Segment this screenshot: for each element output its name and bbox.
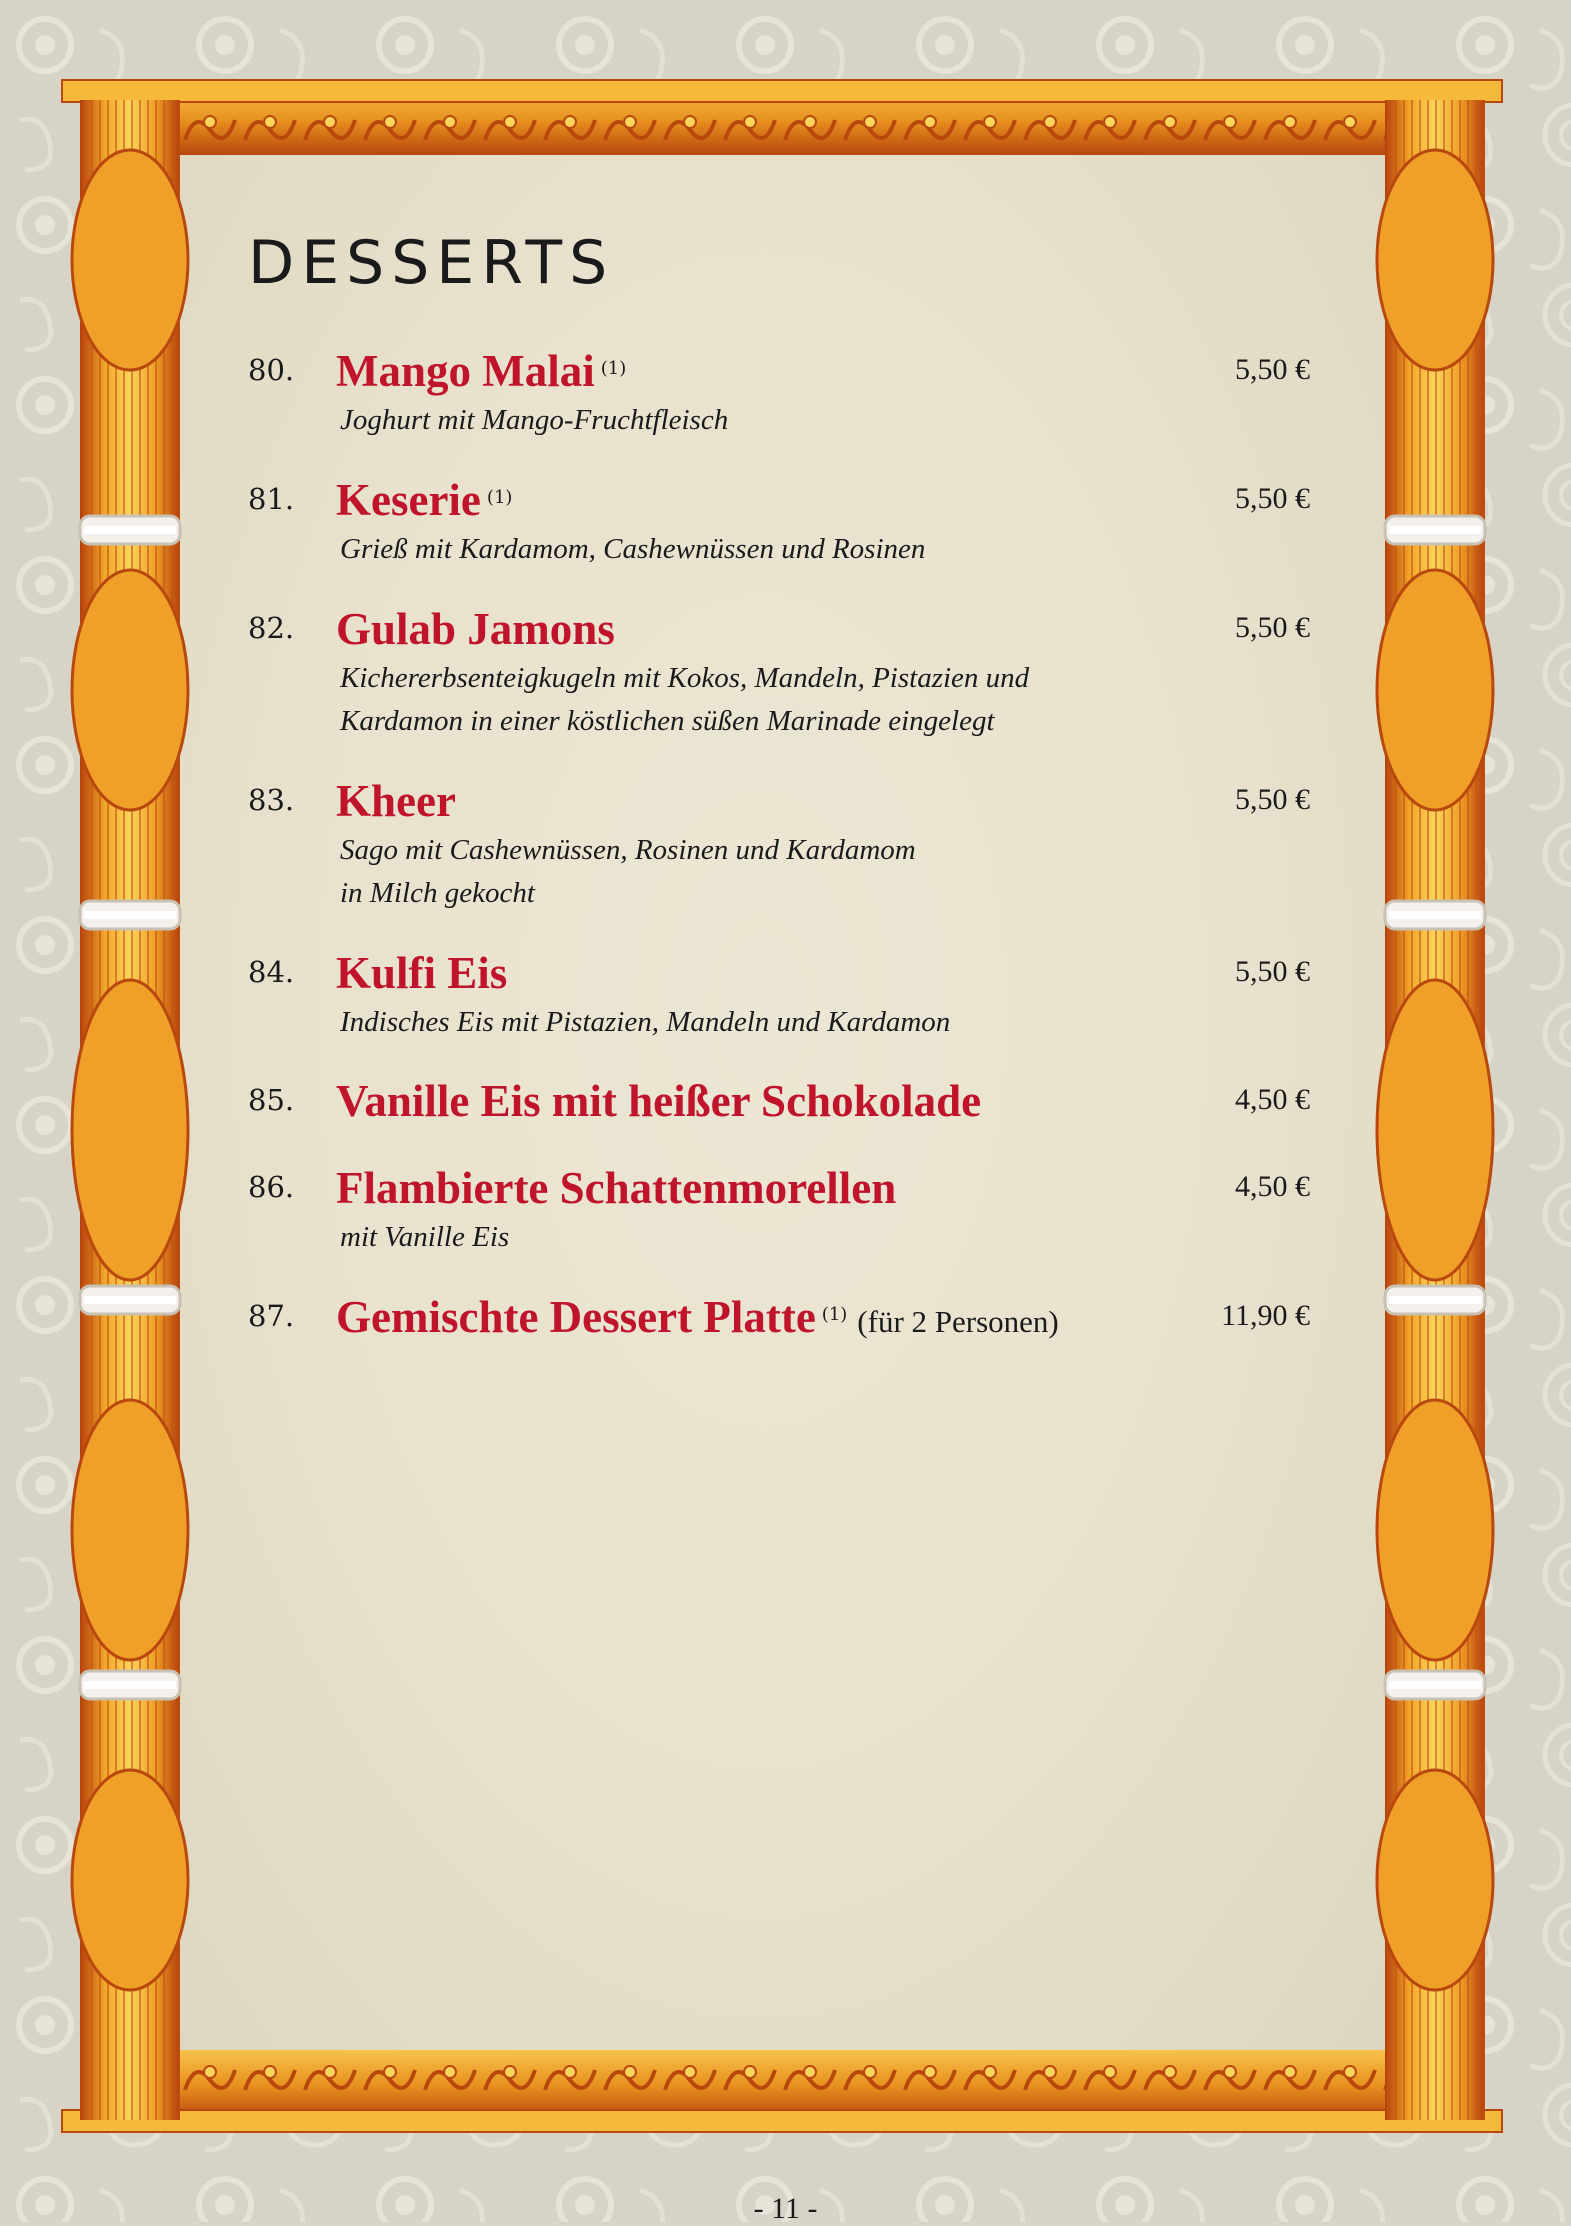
item-description: Grieß mit Kardamom, Cashewnüssen und Rosinen — [340, 533, 926, 565]
item-price: 4,50 € — [1235, 1170, 1310, 1203]
page-title: DESSERTS — [248, 228, 615, 298]
page-number: - 11 - — [753, 2192, 818, 2225]
item-number: 83. — [248, 783, 295, 817]
item-number: 82. — [248, 611, 295, 645]
item-name: Gemischte Dessert Platte — [336, 1292, 816, 1342]
item-description: mit Vanille Eis — [340, 1221, 510, 1253]
item-price: 5,50 € — [1235, 955, 1310, 988]
item-price: 5,50 € — [1235, 611, 1310, 644]
item-number: 81. — [248, 482, 295, 516]
item-number: 84. — [248, 955, 295, 989]
item-number: 86. — [248, 1170, 295, 1204]
item-price: 5,50 € — [1235, 353, 1310, 386]
item-name: Gulab Jamons — [336, 604, 615, 654]
item-price: 5,50 € — [1235, 783, 1310, 816]
item-price: 5,50 € — [1235, 482, 1310, 515]
serving-note: (für 2 Personen) — [857, 1304, 1059, 1339]
item-number: 87. — [248, 1299, 295, 1333]
allergen-note: (1) — [486, 486, 513, 508]
allergen-note: (1) — [821, 1303, 848, 1325]
allergen-note: (1) — [600, 357, 627, 379]
item-number: 80. — [248, 353, 295, 387]
item-name: Kheer — [336, 776, 456, 826]
item-price: 4,50 € — [1235, 1083, 1310, 1116]
item-name: Keserie — [336, 475, 481, 525]
item-name: Mango Malai — [336, 346, 595, 396]
item-price: 11,90 € — [1221, 1299, 1310, 1332]
item-description: Sago mit Cashewnüssen, Rosinen und Kardamom in Milch gekocht — [340, 834, 916, 909]
item-name: Flambierte Schattenmorellen — [336, 1163, 897, 1213]
item-description: Joghurt mit Mango-Fruchtfleisch — [340, 404, 729, 436]
item-name: Kulfi Eis — [336, 948, 508, 998]
item-description: Kichererbsenteigkugeln mit Kokos, Mandeln, Pistazien und Kardamon in einer köstlichen süßen Marinade eingelegt — [340, 662, 1030, 737]
item-name: Vanille Eis mit heißer Schokolade — [336, 1076, 982, 1126]
item-description: Indisches Eis mit Pistazien, Mandeln und Kardamon — [340, 1006, 951, 1038]
item-number: 85. — [248, 1083, 295, 1117]
